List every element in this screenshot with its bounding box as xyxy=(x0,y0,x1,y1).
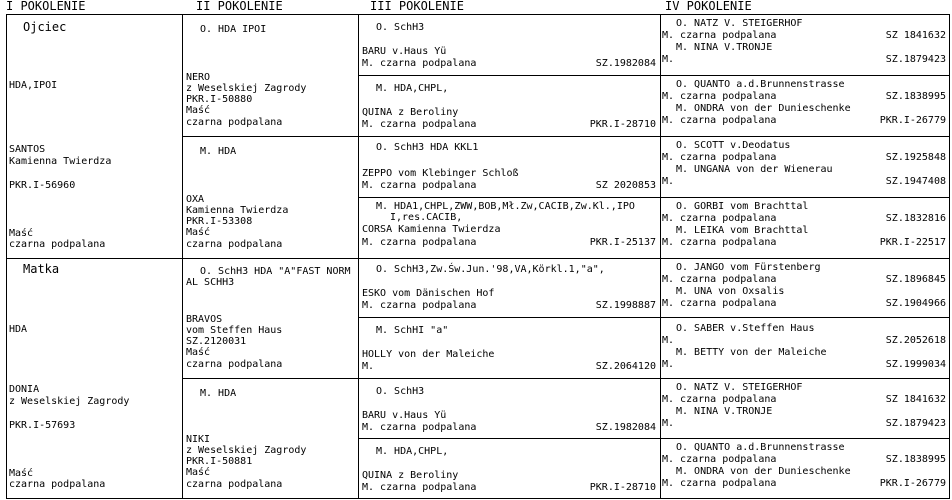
gen4-entry xyxy=(662,136,948,197)
gen4-sire-reg: SZ.1896845 xyxy=(885,274,946,285)
gen2-entry xyxy=(186,378,356,498)
gen4-sire-reg: SZ.1838995 xyxy=(885,91,946,102)
gen4-dam-color: M. czarna podpalana xyxy=(662,298,777,309)
gen2-name: OXA xyxy=(186,194,205,205)
gen3-reg: SZ.1982084 xyxy=(595,422,656,433)
father-kennel: Kamienna Twierdza xyxy=(9,156,112,167)
gen2-titles: O. SchH3 HDA "A"FAST NORM xyxy=(200,266,351,277)
gen3-titles: M. HDA,CHPL, xyxy=(376,83,449,94)
grid-line xyxy=(6,498,950,499)
gen2-masc: Maść xyxy=(186,105,211,116)
gen2-name: BRAVOS xyxy=(186,314,223,325)
gen2-masc: Maść xyxy=(186,227,211,238)
gen4-dam-reg: PKR.I-22517 xyxy=(879,237,946,248)
gen4-sire-color: M. czarna podpalana xyxy=(662,91,777,102)
gen4-dam-reg: SZ.1904966 xyxy=(885,298,946,309)
mother-kennel: z Weselskiej Zagrody xyxy=(9,396,130,407)
mother-name: DONIA xyxy=(9,384,40,395)
gen4-dam-reg: PKR.I-26779 xyxy=(879,478,946,489)
gen3-color: M. czarna podpalana xyxy=(362,119,477,130)
gen4-entry xyxy=(662,75,948,136)
father-hd: HDA,IPOI xyxy=(9,80,58,91)
gen3-entry xyxy=(362,197,658,258)
gen4-sire-color: M. czarna podpalana xyxy=(662,30,777,41)
gen4-dam-reg: PKR.I-26779 xyxy=(879,115,946,126)
gen3-name: CORSA Kamienna Twierdza xyxy=(362,224,501,235)
gen2-name: NIKI xyxy=(186,434,211,445)
father-masc-label: Maść xyxy=(9,228,34,239)
gen4-sire: O. GORBI vom Brachttal xyxy=(676,201,809,212)
gen4-entry xyxy=(662,14,948,75)
mother-masc-label: Maść xyxy=(9,468,34,479)
gen4-sire-color: M. xyxy=(662,335,675,346)
father-color: czarna podpalana xyxy=(9,239,106,250)
gen4-dam: M. UNA von Oxsalis xyxy=(676,286,785,297)
gen1-mother xyxy=(9,258,179,498)
gen1-father xyxy=(9,14,179,258)
gen3-reg: PKR.I-28710 xyxy=(589,119,656,130)
gen4-dam-color: M. czarna podpalana xyxy=(662,478,777,489)
gen2-color: czarna podpalana xyxy=(186,239,283,250)
grid-line xyxy=(949,14,950,499)
gen2-reg: PKR.I-50881 xyxy=(186,456,253,467)
gen3-reg: SZ.1998887 xyxy=(595,300,656,311)
gen4-sire-color: M. czarna podpalana xyxy=(662,394,777,405)
father-name: SANTOS xyxy=(9,144,46,155)
father-label: Ojciec xyxy=(23,20,67,34)
gen2-masc: Maść xyxy=(186,467,211,478)
gen4-sire: O. NATZ V. STEIGERHOF xyxy=(676,382,803,393)
gen2-color: czarna podpalana xyxy=(186,117,283,128)
gen3-name: BARU v.Haus Yü xyxy=(362,46,447,57)
gen3-reg: PKR.I-25137 xyxy=(589,237,656,248)
gen4-sire-color: M. czarna podpalana xyxy=(662,454,777,465)
gen4-dam-color: M. xyxy=(662,176,675,187)
mother-color: czarna podpalana xyxy=(9,479,106,490)
grid-line xyxy=(182,14,183,499)
gen4-dam-color: M. czarna podpalana xyxy=(662,237,777,248)
gen3-titles: O. SchH3 xyxy=(376,22,425,33)
gen4-dam-color: M. xyxy=(662,418,675,429)
father-reg: PKR.I-56960 xyxy=(9,180,76,191)
gen3-name: BARU v.Haus Yü xyxy=(362,410,447,421)
gen2-kennel: Kamienna Twierdza xyxy=(186,205,289,216)
gen3-titles: O. SchH3,Zw.Św.Jun.'98,VA,Körkl.1,"a", xyxy=(376,264,605,275)
gen4-dam: M. BETTY von der Maleiche xyxy=(676,347,827,358)
gen3-entry xyxy=(362,258,658,317)
gen3-name: ZEPPO vom Klebinger Schloß xyxy=(362,168,519,179)
gen2-kennel: z Weselskiej Zagrody xyxy=(186,83,307,94)
gen4-sire: O. JANGO vom Fürstenberg xyxy=(676,262,821,273)
gen4-entry xyxy=(662,258,948,317)
gen3-name: ESKO vom Dänischen Hof xyxy=(362,288,495,299)
gen3-entry xyxy=(362,75,658,136)
gen3-entry xyxy=(362,14,658,75)
gen4-dam: M. NINA V.TRONJE xyxy=(676,406,773,417)
gen4-dam-color: M. xyxy=(662,359,675,370)
gen3-color: M. czarna podpalana xyxy=(362,58,477,69)
gen4-dam-color: M. czarna podpalana xyxy=(662,115,777,126)
gen2-kennel: vom Steffen Haus xyxy=(186,325,283,336)
gen3-name: HOLLY von der Maleiche xyxy=(362,349,495,360)
gen2-name: NERO xyxy=(186,72,211,83)
gen3-entry xyxy=(362,378,658,438)
grid-line xyxy=(6,14,7,499)
header-gen-1: I POKOLENIE xyxy=(6,0,86,13)
gen3-titles-cont: I,res.CACIB, xyxy=(390,212,463,223)
gen4-dam-reg: SZ.1947408 xyxy=(885,176,946,187)
gen3-color: M. czarna podpalana xyxy=(362,300,477,311)
gen4-dam: M. LEIKA vom Brachttal xyxy=(676,225,809,236)
gen4-sire-color: M. czarna podpalana xyxy=(662,274,777,285)
gen2-titles: O. HDA IPOI xyxy=(200,24,267,35)
gen4-sire-reg: SZ.1832816 xyxy=(885,213,946,224)
pedigree-table xyxy=(6,14,950,499)
gen3-reg: SZ.2064120 xyxy=(595,361,656,372)
gen2-titles: M. HDA xyxy=(200,388,237,399)
gen3-reg: SZ.1982084 xyxy=(595,58,656,69)
mother-hd: HDA xyxy=(9,324,28,335)
gen3-name: QUINA z Beroliny xyxy=(362,107,459,118)
gen2-entry xyxy=(186,258,356,378)
gen2-masc: Maść xyxy=(186,347,211,358)
gen4-sire-reg: SZ.1838995 xyxy=(885,454,946,465)
gen4-dam-reg: SZ.1879423 xyxy=(885,418,946,429)
gen4-sire-color: M. czarna podpalana xyxy=(662,213,777,224)
grid-line xyxy=(660,14,661,499)
gen3-titles: M. HDA,CHPL, xyxy=(376,446,449,457)
mother-reg: PKR.I-57693 xyxy=(9,420,76,431)
gen4-sire: O. NATZ V. STEIGERHOF xyxy=(676,18,803,29)
gen3-titles: M. HDA1,CHPL,ZWW,BOB,Mł.Zw,CACIB,Zw.Kl.,IPO xyxy=(376,201,635,212)
gen2-titles-cont: AL SCHH3 xyxy=(186,277,235,288)
gen3-color: M. xyxy=(362,361,375,372)
gen4-sire-reg: SZ.1925848 xyxy=(885,152,946,163)
gen2-reg: PKR.I-53308 xyxy=(186,216,253,227)
gen2-reg: SZ.2120031 xyxy=(186,336,247,347)
gen4-sire: O. QUANTO a.d.Brunnenstrasse xyxy=(676,79,845,90)
gen4-dam-color: M. xyxy=(662,54,675,65)
gen4-entry xyxy=(662,197,948,258)
gen4-entry xyxy=(662,317,948,378)
gen3-entry xyxy=(362,136,658,197)
gen4-sire-color: M. czarna podpalana xyxy=(662,152,777,163)
header-gen-2: II POKOLENIE xyxy=(196,0,283,13)
gen4-entry xyxy=(662,378,948,438)
gen2-entry xyxy=(186,14,356,136)
gen4-dam: M. UNGANA von der Wienerau xyxy=(676,164,833,175)
gen3-titles: O. SchH3 HDA KKL1 xyxy=(376,142,479,153)
header-gen-3: III POKOLENIE xyxy=(370,0,464,13)
gen2-kennel: z Weselskiej Zagrody xyxy=(186,445,307,456)
gen3-titles: O. SchH3 xyxy=(376,386,425,397)
gen2-reg: PKR.I-50880 xyxy=(186,94,253,105)
gen4-dam-reg: SZ.1999034 xyxy=(885,359,946,370)
gen4-sire: O. QUANTO a.d.Brunnenstrasse xyxy=(676,442,845,453)
gen3-titles: M. SchHI "a" xyxy=(376,325,449,336)
gen4-dam: M. NINA V.TRONJE xyxy=(676,42,773,53)
gen2-color: czarna podpalana xyxy=(186,479,283,490)
gen3-color: M. czarna podpalana xyxy=(362,180,477,191)
gen2-titles: M. HDA xyxy=(200,146,237,157)
gen3-color: M. czarna podpalana xyxy=(362,422,477,433)
gen4-dam-reg: SZ.1879423 xyxy=(885,54,946,65)
gen4-entry xyxy=(662,438,948,498)
gen3-reg: SZ 2020853 xyxy=(595,180,656,191)
gen3-reg: PKR.I-28710 xyxy=(589,482,656,493)
gen3-entry xyxy=(362,317,658,378)
gen3-name: QUINA z Beroliny xyxy=(362,470,459,481)
gen3-color: M. czarna podpalana xyxy=(362,482,477,493)
gen2-color: czarna podpalana xyxy=(186,359,283,370)
gen2-entry xyxy=(186,136,356,258)
gen4-sire: O. SCOTT v.Deodatus xyxy=(676,140,791,151)
gen3-color: M. czarna podpalana xyxy=(362,237,477,248)
gen4-sire-reg: SZ.2052618 xyxy=(885,335,946,346)
gen4-dam: M. ONDRA von der Dunieschenke xyxy=(676,466,851,477)
header-gen-4: IV POKOLENIE xyxy=(665,0,752,13)
gen3-entry xyxy=(362,438,658,498)
gen4-dam: M. ONDRA von der Dunieschenke xyxy=(676,103,851,114)
gen4-sire-reg: SZ 1841632 xyxy=(885,394,946,405)
gen4-sire: O. SABER v.Steffen Haus xyxy=(676,323,815,334)
gen4-sire-reg: SZ 1841632 xyxy=(885,30,946,41)
grid-line xyxy=(358,14,359,499)
mother-label: Matka xyxy=(23,262,60,276)
